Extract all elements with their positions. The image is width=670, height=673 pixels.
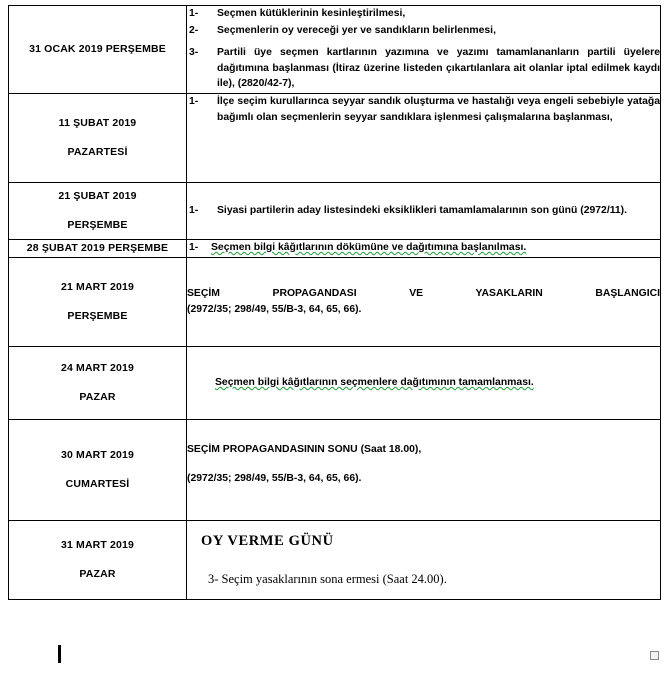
date-line: 28 ŞUBAT 2019 PERŞEMBE [26,241,169,254]
date-cell[interactable] [9,240,187,258]
list-item [187,45,660,92]
list-item-text: Seçmen kütüklerinin kesinleştirilmesi, [217,8,406,19]
list-item [187,6,660,22]
list-item-text: Seçmenlerin oy vereceği yer ve sandıkların belirlenmesi, [217,24,496,36]
list-item [187,23,660,39]
table-row[interactable] [9,94,661,183]
table-row[interactable] [9,346,661,419]
content-cell[interactable] [187,183,661,240]
propaganda-end-heading: SEÇİM PROPAGANDASININ SONU (Saat 18.00), [187,443,422,455]
voting-day-title: OY VERME GÜNÜ [201,532,334,549]
table-row[interactable] [9,240,661,258]
content-cell[interactable] [187,6,661,94]
content-cell[interactable] [187,257,661,346]
legal-reference: (2972/35; 298/49, 55/B-3, 64, 65, 66). [187,304,362,316]
date-cell[interactable] [9,346,187,419]
date-line: 31 OCAK 2019 PERŞEMBE [29,42,166,55]
list-item-number: 2- [189,24,199,36]
table-row[interactable] [9,419,661,520]
date-cell[interactable] [9,6,187,94]
list-item [187,203,660,219]
list-item-number: 3- [189,47,199,59]
list-item-number: 1- [189,242,199,254]
list-item-text: İlçe seçim kurullarınca seyyar sandık oluşturma ve hastalığı veya engeli sebebiyle yatağa bağımlı olan seçmenlerin seyyar sandıklara işlenmesi çalışmalarına başlanması, [217,96,660,123]
item-list [187,94,660,125]
item-list [187,240,660,256]
voter-card-distribution-text: Seçmen bilgi kâğıtlarının seçmenlere dağıtımının tamamlanması. [215,376,534,388]
list-item-text: Partili üye seçmen kartlarının yazımına ve yazımı tamamlananların partili üyelere dağıtımına başlanması (İtiraz üzerine listeden çıkartılanlara ait olanlar iptal edilmek kaydı ile), (2820/42-7), [217,47,660,90]
date-line: CUMARTESİ [65,477,130,490]
propaganda-start-heading: SEÇİM PROPAGANDASI VE YASAKLARIN BAŞLANGICI [187,287,660,299]
list-item-number: 1- [189,8,199,19]
date-line: 21 MART 2019 [61,280,134,293]
date-line: 24 MART 2019 [61,361,134,374]
item-list [187,6,660,92]
item-list [187,203,660,219]
bans-end-note: 3- Seçim yasaklarının sona ermesi (Saat 24.00). [208,571,447,586]
voter-card-distribution-note [187,375,660,391]
content-cell[interactable] [187,240,661,258]
date-line: 11 ŞUBAT 2019 [58,116,137,129]
content-cell[interactable] [187,346,661,419]
date-line: PAZAR [79,567,116,580]
table-row[interactable] [9,6,661,94]
list-item-number: 1- [189,96,199,108]
list-item-number: 1- [189,204,199,216]
date-line: 30 MART 2019 [61,448,134,461]
content-cell[interactable] [187,520,661,599]
date-line: PAZAR [79,390,116,403]
date-line: PERŞEMBE [67,219,128,232]
table-resize-handle[interactable] [650,651,659,660]
date-cell[interactable] [9,520,187,599]
date-line: PAZARTESİ [67,146,128,159]
text-cursor [58,645,61,663]
table-row[interactable] [9,183,661,240]
date-cell[interactable] [9,419,187,520]
date-line: PERŞEMBE [67,309,128,322]
table-row[interactable] [9,520,661,599]
date-cell[interactable] [9,94,187,183]
date-line: 31 MART 2019 [61,538,134,551]
date-line: 21 ŞUBAT 2019 [58,189,137,202]
list-item [187,240,660,256]
date-cell[interactable] [9,257,187,346]
content-cell[interactable] [187,94,661,183]
date-cell[interactable] [9,183,187,240]
legal-reference: (2972/35; 298/49, 55/B-3, 64, 65, 66). [187,473,362,485]
content-cell[interactable] [187,419,661,520]
list-item-text: Seçmen bilgi kâğıtlarının dökümüne ve dağıtımına başlanılması. [211,242,527,254]
list-item [187,94,660,125]
election-calendar-table[interactable] [8,5,661,600]
list-item-text: Siyasi partilerin aday listesindeki eksiklikleri tamamlamalarının son günü (2972/11). [217,204,628,216]
table-row[interactable] [9,257,661,346]
